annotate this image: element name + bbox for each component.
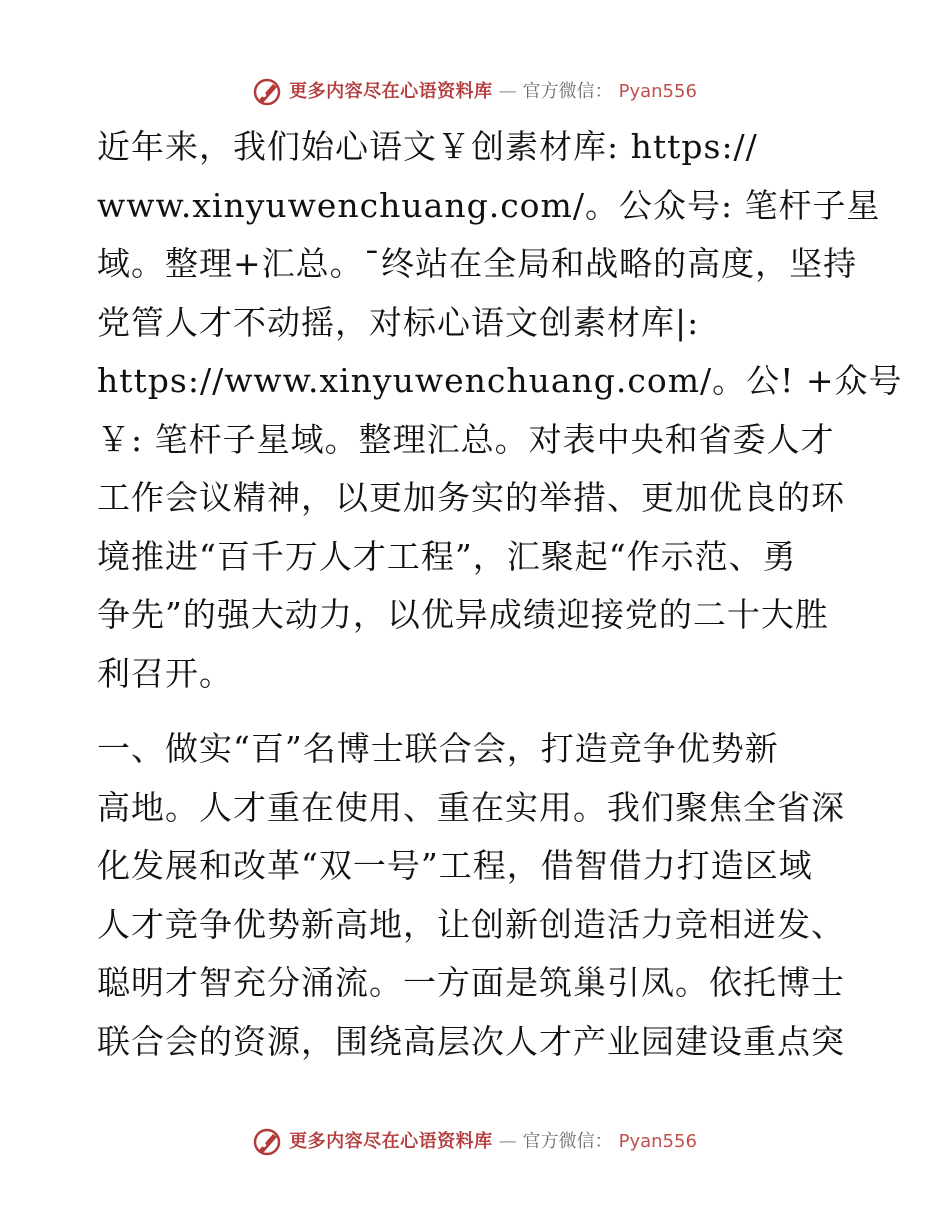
watermark-wechat-label: 官方微信： [522,81,613,102]
text-line: 近年来，我们始心语文￥创素材库: https:// [97,127,758,166]
paragraph-section-one [97,720,857,1071]
watermark-separator: — [498,1131,517,1152]
text-line: 争先”的强大动力，以优异成绩迎接党的二十大胜 [97,595,829,634]
watermark-footer [0,1128,950,1156]
text-line: 高地。人才重在使用、重在实用。我们聚焦全省深 [97,787,845,827]
text-line: ￥: 笔杆子星域。整理汇总。对表中央和省委人才 [97,419,835,459]
watermark-separator: — [498,81,517,102]
text-line: 工作会议精神，以更加务实的举措、更加优良的环 [97,478,845,517]
text-line: 人才竞争优势新高地，让创新创造活力竞相迸发、 [97,904,845,944]
text-line: 化发展和改革“双一号”工程，借智借力打造区域 [97,846,813,885]
text-line: 聪明才智充分涌流。一方面是筑巢引凤。依托博士 [97,963,845,1002]
watermark-wechat-label: 官方微信： [522,1131,613,1152]
watermark-wechat-id: Pyan556 [618,81,697,102]
text-line: 一、做实“百”名博士联合会，打造竞争优势新 [97,729,779,768]
text-line: https://www.xinyuwenchuang.com/。公! +众号 [97,361,903,400]
text-line: 境推进“百千万人才工程”，汇聚起“作示范、勇 [97,536,797,576]
text-line: www.xinyuwenchuang.com/。公众号: 笔杆子星 [97,185,881,225]
pen-logo-icon [253,78,283,106]
text-line: 党管人才不动摇，对标心语文创素材库|: [97,302,700,342]
pen-logo-icon [253,1128,283,1156]
watermark-title: 更多内容尽在心语资料库 [289,81,493,102]
text-line: 利召开。 [97,653,233,693]
watermark-wechat-id: Pyan556 [618,1131,697,1152]
text-line: 联合会的资源，围绕高层次人才产业园建设重点突 [97,1021,845,1061]
watermark-header [0,78,950,106]
document-body [97,118,903,1071]
text-line: 域。整理+汇总。¯终站在全局和战略的高度，坚持 [97,244,858,283]
paragraph-intro [97,118,903,703]
watermark-title: 更多内容尽在心语资料库 [289,1131,493,1152]
